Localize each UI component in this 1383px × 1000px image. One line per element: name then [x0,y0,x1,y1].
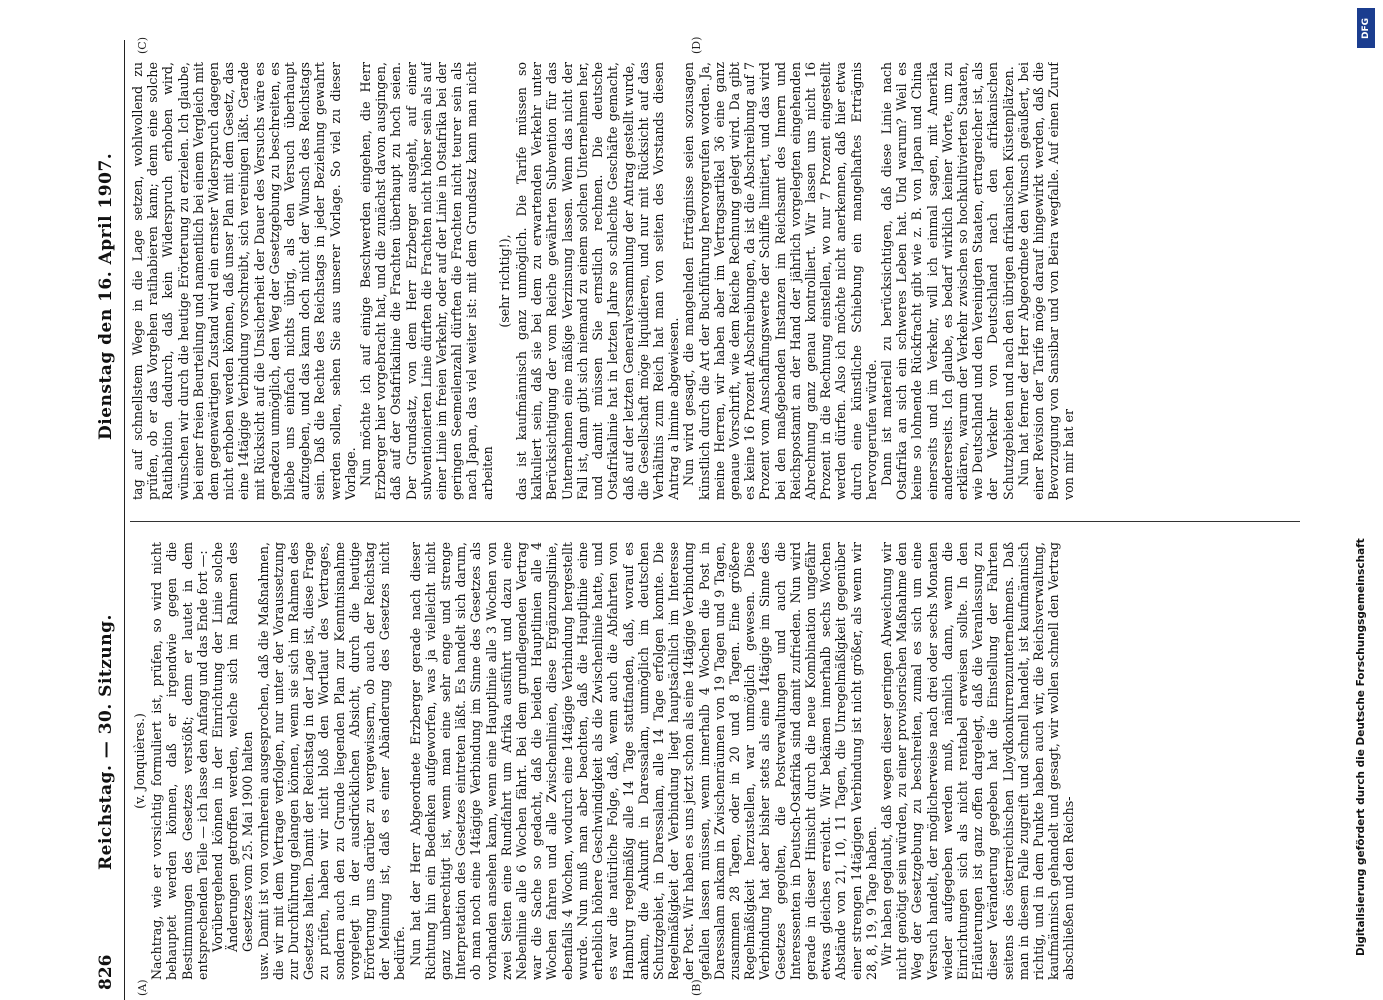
paragraph: usw. Damit ist von vornherein ausgesprochen, daß die Maßnahmen, die wir mit dem Vertrage verfolgen, nur unter der Voraussetzung zur Durchführung gelangen können, wenn sie sich im Rahmen des Gesetzes halten. Damit der Reichstag in der Lage ist, diese Frage zu prüfen, haben wir nicht bloß den Wortlaut des Vertrages, sondern auch den zu Grunde liegenden Plan zur Kenntnisnahme vorgelegt in der ausdrücklichen Absicht, durch die heutige Erörterung uns darüber zu vergewissern, ob auch der Reichstag der Meinung ist, daß es einer Abänderung des Gesetzes nicht bedürfe. [255,542,408,980]
paragraph: Nachtrag, wie er vorsichtig formuliert ist, prüfen, so wird nicht behauptet werden können, daß er irgendwie gegen die Bestimmungen des Gesetzes verstößt; denn er lautet in dem entsprechenden Teile — ich lasse den Anfang und das Ende fort —: [149,542,210,980]
column-divider [130,521,1300,522]
credit-text: Digitalisierung gefördert durch die Deutsche Forschungsgemeinschaft [1355,538,1367,956]
margin-marker-d: (D) [690,36,703,54]
interjection: (sehr richtig!), [496,234,512,328]
header-right-title: Dienstag den 16. April 1907. [96,152,116,440]
paragraph: Wir haben geglaubt, daß wegen dieser geringen Abweichung wir nicht genötigt sein würden, zu einer provisorischen Maßnahme den Weg der Gesetzgebung zu beschreiten, zumal es sich um eine Versuch handelt, der möglicherweise nach drei oder sechs Monaten wieder aufgegeben werden muß, nämlich dann, wenn die Einrichtungen sich als nicht rentabel erweisen sollte. In den Erläuterungen ist ganz offen dargelegt, daß die Veranlassung zu dieser Veränderung gegeben hat die Einstellung der Fahrten seitens des österreichischen Lloydkonkurrenzunternehmens. Daß man in diesem Falle zugreift und schnell handelt, ist kaufmännisch richtig, und in dem Punkte haben auch wir, die Reichsverwaltung, kaufmännisch gehandelt und gesagt, wir wollen schnell den Vertrag abschließen und den Reichs- [878,542,1077,980]
page-header [90,40,125,1000]
left-column [130,542,1300,980]
digitization-credit [1349,8,1381,993]
margin-marker-b: (B) [690,979,703,996]
paragraph: Nun hat ferner der Herr Abgeordnete den Wunsch geäußert, bei einer Revision der Tarife möge darauf hingewirkt werden, daß die Bevorzugung von Sansibar und von Beira wegfalle. Auf einen Zuruf von mir hat er [1015,62,1077,500]
margin-marker-a: (A) [136,979,149,996]
document-page [90,36,1315,1000]
paragraph: Nun wird gesagt, die mangelnden Erträgnisse seien sozusagen künstlich durch die Art der Buchführung hervorgerufen worden. Ja, meine Herren, wir haben aber im Vertragsartikel 36 eine ganz genaue Vorschrift, wie dem Reiche Rechnung gelegt wird. Da gibt es keine 16 Prozent Abschreibungen, da ist die Abschreibung auf 7 Prozent vom Anschaffungswerte der Schiffe limitiert, und das wird bei den maßgebenden Instanzen im Reichsamt des Innern und Reichspostamt an der Hand der jährlich vorgelegten eingehenden Abrechnung ganz genau kontrolliert. Wir lassen uns nicht 16 Prozent in die Rechnung einstellen, wo nur 7 Prozent eingestellt werden dürfen. Also ich möchte nicht anerkennen, daß hier etwa durch eine künstliche Schiebung ein mangelhaftes Erträgnis hervorgerufen würde. [681,62,879,500]
paragraph: tag auf schnellstem Wege in die Lage setzen, wohlwollend zu prüfen, ob er das Vorgehen ratihabieren kann; denn eine solche Ratihabition dadurch, daß kein Widerspruch erhoben wird, wünschen wir durch die heutige Erörterung zu erzielen. Ich glaube, bei einer freien Beurteilung und namentlich bei einem Vergleich mit dem gegenwärtigen Zustand wird ein ernster Widerspruch dagegen nicht erhoben werden können, daß unser Plan mit dem Gesetz, das eine 14tägige Verbindung vorschreibt, sich vereinigen läßt. Gerade mit Rücksicht auf die Unsicherheit der Dauer des Versuchs wäre es geradezu unmöglich, den Weg der Gesetzgebung zu beschreiten, es bliebe uns einfach nichts übrig, als den Versuch überhaupt aufzugeben, und das kann doch nicht der Wunsch des Reichstags sein. Daß die Rechte des Reichstags in jeder Beziehung gewahrt werden sollen, sehen Sie aus unserer Vorlage. So viel zu dieser Vorlage. [130,62,358,500]
paragraph: Nun hat der Herr Abgeordnete Erzberger gerade nach dieser Richtung hin ein Bedenken aufgeworfen, was ja vielleicht nicht ganz unberechtigt ist, wenn man eine sehr enge und strenge Interpretation des Gesetzes eintreten läßt. Es handelt sich darum, ob man noch eine 14tägige Verbindung im Sinne des Gesetzes als vorhanden ansehen kann, wenn eine Hauptlinie alle 3 Wochen von zwei Seiten eine Rundfahrt um Afrika ausführt und dazu eine Nebenlinie alle 6 Wochen fährt. Bei dem grundlegenden Vertrag war die Sache so gedacht, daß die beiden Hauptlinien alle 4 Wochen fahren und alle Zwischenlinien, diese Ergänzungslinie, ebenfalls 4 Wochen, wodurch eine 14tägige Verbindung hergestellt wurde. Nun muß man aber beachten, daß die Hauptlinie eine erheblich höhere Geschwindigkeit als die Zwischenlinie hatte, und es war die natürliche Folge, daß, wenn auch die Abfahrten von Hamburg regelmäßig alle 14 Tage stattfanden, daß, worauf es ankam, die Ankunft in Daressalam, unmöglich im deutschen Schutzgebiet, in Daressalam, alle 14 Tage erfolgen konnte. Die Regelmäßigkeit der Verbindung liegt hauptsächlich im Interesse der Post. Wir haben es uns jetzt schon als eine 14tägige Verbindung gefallen lassen müssen, wenn innerhalb 4 Wochen die Post in Daressalam ankam in Zwischenräumen von 19 Tagen und 9 Tagen, zusammen 28 Tagen, oder in 20 und 8 Tagen. Eine größere Regelmäßigkeit herzustellen, war unmöglich gewesen. Diese Verbindung hat aber bisher stets als eine 14tägige im Sinne des Gesetzes gegolten, die Postverwaltungen und auch die Interessenten in Deutsch-Ostafrika sind damit zufrieden. Nun wird gerade in dieser Hinsicht durch die neue Kombination ungefähr etwas gleiches erreicht. Wir bekämen innerhalb sechs Wochen Abstände von 21, 10, 11 Tagen, die Unregelmäßigkeit gegenüber einer strengen 14tägigen Verbindung ist nicht größer, als wenn wir 28, 8, 19, 9 Tage haben. [407,542,879,980]
speaker-label: (v. Jonquières.) [132,713,147,809]
paragraph: Nun möchte ich auf einige Beschwerden eingehen, die Herr Erzberger hier vorgebracht hat, und die zunächst davon ausgingen, daß auf der Ostafrikalinie die Frachten überhaupt zu hoch seien. Der Grundsatz, von dem Herr Erzberger ausgeht, auf einer subventionierten Linie dürften die Frachten nicht höher sein als auf einer Linie im freien Verkehr, oder auf der Linie in Ostafrika bei der geringen Seemeilenzahl dürften die Frachten nicht teurer sein als nach Japan, das viel weiter ist: mit dem Grundsatz kann man nicht arbeiten [358,62,495,500]
margin-marker-c: (C) [136,37,149,54]
paragraph: Dann ist materiell zu berücksichtigen, daß diese Linie nach Ostafrika an sich ein schweres Leben hat. Und warum? Weil es keine so lohnende Rückfracht gibt wie z. B. von Japan und China einerseits und im Verkehr, will ich einmal sagen, mit Amerika andererseits. Ich glaube, es bedarf wirklich keiner Worte, um zu erklären, warum der Verkehr zwischen so hochkultivierten Staaten, wie Deutschland und den Vereinigten Staaten, ertragreicher ist, als der Verkehr von Deutschland nach den afrikanischen Schutzgebieten und nach den übrigen afrikanischen Küstenplätzen. [878,62,1016,500]
header-left-title: Reichstag. — 30. Sitzung. [96,614,116,870]
quoted-paragraph: Vorübergehend können in der Einrichtung der Linie solche Änderungen getroffen werden, welche sich im Rahmen des Gesetzes vom 25. Mai 1900 halten [210,542,256,952]
page-number: 826 [96,954,116,990]
right-column [130,62,1300,500]
dfg-logo: DFG [1357,8,1375,48]
paragraph: das ist kaufmännisch ganz unmöglich. Die Tarife müssen so kalkuliert sein, daß sie bei dem zu erwartenden Verkehr unter Berücksichtigung der vom Reiche gewährten Subvention für das Unternehmen eine mäßige Verzinsung lassen. Wenn das nicht der Fall ist, dann gibt sich niemand zu einem solchen Unternehmen her, und damit müssen Sie ernstlich rechnen. Die deutsche Ostafrikalinie hat in letzten Jahre so schlechte Geschäfte gemacht, daß auf der letzten Generalversammlung der Antrag gestellt wurde, die Gesellschaft möge liquidieren, und nur mit Rücksicht auf das Verhältnis zum Reich hat man von seiten des Vorstands diesen Antrag a limine abgewiesen. [514,62,682,500]
